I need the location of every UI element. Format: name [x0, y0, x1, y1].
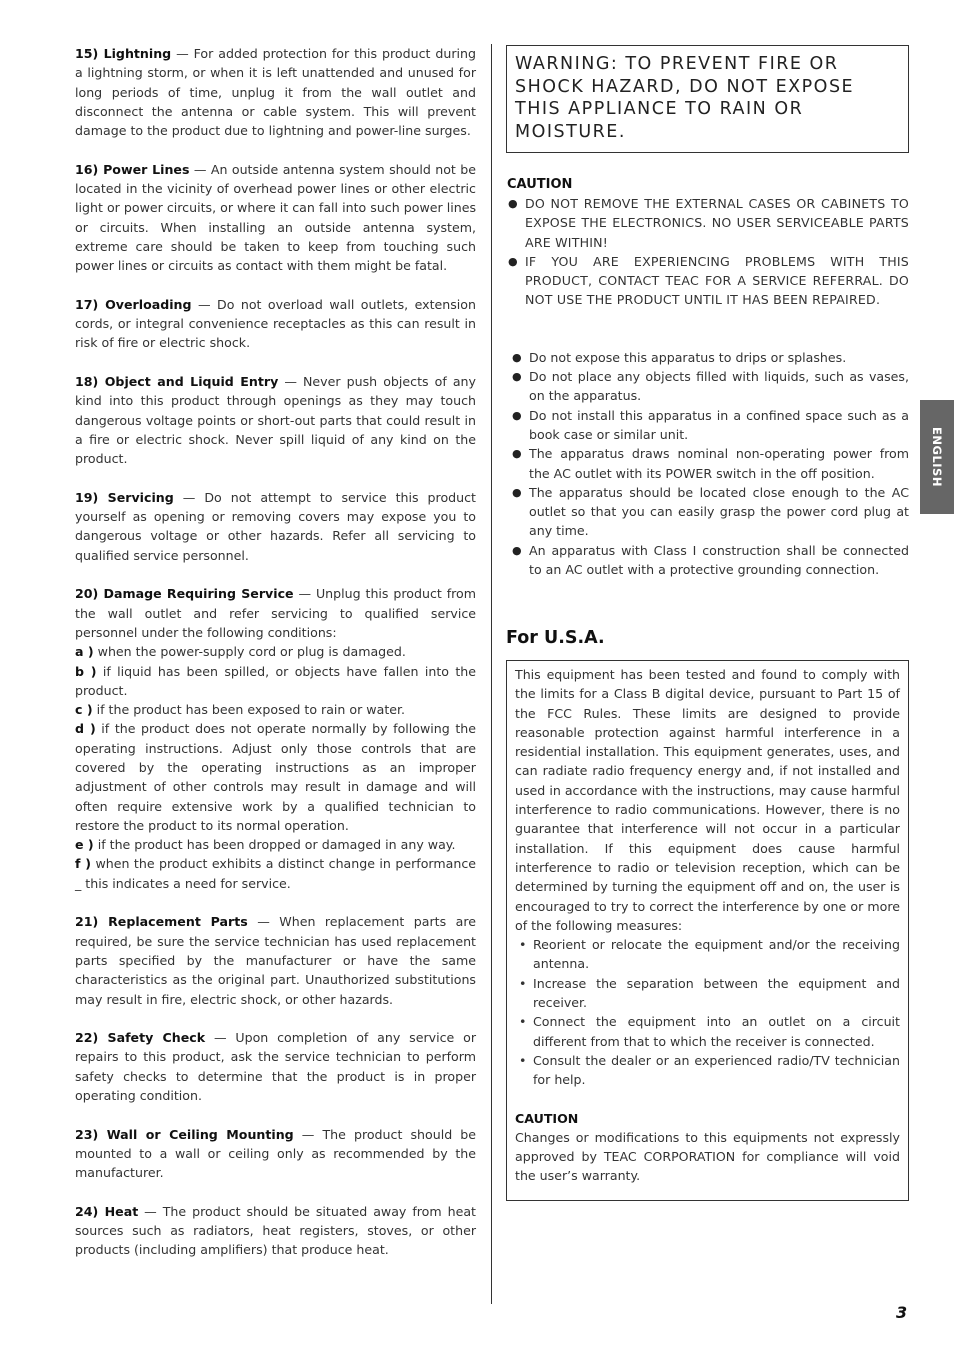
condition-item: d ) if the product does not operate normally by following the operating instructions. Adjust only those controls that are covered by the operating instructions as an improper adjustment of other controls may result in damage and will often require extensive work by a qualified technician to restore the product to its normal operation. — [75, 721, 477, 833]
section-label: 22) Safety Check — [75, 1030, 206, 1046]
caution-heading: CAUTION — [507, 177, 573, 192]
condition-item: a ) when the power-supply cord or plug is damaged. — [75, 644, 406, 660]
list-item: ● Do not expose this apparatus to drips or splashes. — [510, 348, 909, 367]
section-text: — Unplug this product from the wall outlet and refer servicing to qualified service personnel under the following conditions: — [75, 586, 476, 640]
section-replacement-parts — [75, 912, 476, 1008]
list-item: ● DO NOT REMOVE THE EXTERNAL CASES OR CABINETS TO EXPOSE THE ELECTRONICS. NO USER SERVICEABLE PARTS ARE WITHIN! — [506, 194, 909, 252]
section-text: — Do not overload wall outlets, extension cords, or integral convenience receptacles as this can result in risk of fire or electric shock. — [75, 296, 476, 351]
condition-item: f ) when the product exhibits a distinct change in performance _ this indicates a need for service. — [75, 856, 476, 891]
list-item: • Consult the dealer or an experienced radio/TV technician for help. — [515, 1051, 900, 1090]
section-label: 20) Damage Requiring Service — [75, 586, 294, 602]
section-text: — For added protection for this product during a lightning storm, or when it is left unattended and unused for long periods of time, unplug it from the wall outlet and disconnect the antenna or cable system. This will prevent damage to the product due to lightning and power-line surges. — [75, 46, 476, 139]
page-number: 3 — [896, 1303, 908, 1322]
section-text: — Do not attempt to service this product yourself as opening or removing covers may expose you to dangerous voltage or other hazards. Refer all servicing to qualified service personnel. — [75, 489, 476, 563]
section-text: — The product should be mounted to a wall or ceiling only as recommended by the manufacturer. — [75, 1126, 477, 1181]
warnings-column — [506, 45, 909, 1184]
section-text: — Never push objects of any kind into this product through openings as they may touch dangerous voltage points or short-out parts that could result in a fire or electric shock. Never spill liquid of any kind on the product. — [75, 374, 476, 467]
section-label: 23) Wall or Ceiling Mounting — [75, 1126, 294, 1142]
list-item: ● The apparatus draws nominal non-operating power from the AC outlet with its POWER switch in the off position. — [510, 444, 909, 483]
fcc-statement-box — [506, 660, 909, 1201]
list-item: ● An apparatus with Class I construction shall be connected to an AC outlet with a protective grounding connection. — [510, 541, 909, 580]
notice-list — [510, 348, 909, 580]
warning-box: WARNING: TO PREVENT FIRE OR SHOCK HAZARD, DO NOT EXPOSE THIS APPLIANCE TO RAIN OR MOISTURE. — [506, 45, 909, 153]
section-servicing — [75, 488, 476, 565]
section-wall-ceiling-mounting — [75, 1125, 476, 1183]
usa-heading: For U.S.A. — [506, 628, 605, 648]
language-tab — [920, 400, 954, 514]
list-item: ● Do not place any objects filled with liquids, such as vases, on the apparatus. — [510, 367, 909, 406]
section-label: 18) Object and Liquid Entry — [75, 374, 279, 390]
section-label: 17) Overloading — [75, 296, 192, 312]
section-text: — When replacement parts are required, be sure the service technician has used replacement parts specified by the manufacturer or have the same characteristics as the original part. Unauthorized substitutions may result in fire, electric shock, or other hazards. — [75, 914, 476, 1007]
fcc-intro: This equipment has been tested and found to comply with the limits for a Class B digital device, pursuant to Part 15 of the FCC Rules. These limits are designed to provide reasonable protection against harmful interference in a residential installation. This equipment generates, uses, and can radiate radio frequency energy and, if not installed and used in accordance with the instructions, may cause harmful interference to radio communications. However, there is no guarantee that interference will not occur in a particular installation. If this equipment does cause harmful interference to radio or television reception, which can be determined by turning the equipment off and on, the user is encouraged to try to correct the interference by one or more of the following measures: — [515, 667, 900, 933]
condition-item: e ) if the product has been dropped or damaged in any way. — [75, 837, 456, 853]
fcc-caution-text: Changes or modifications to this equipments not expressly approved by TEAC CORPORATION for compliance will void the user’s warranty. — [515, 1129, 900, 1184]
fcc-caution-heading: CAUTION — [515, 1110, 579, 1126]
fcc-measures-list — [515, 935, 900, 1089]
language-tab-label: ENGLISH — [930, 427, 944, 487]
list-item: ● IF YOU ARE EXPERIENCING PROBLEMS WITH THIS PRODUCT, CONTACT TEAC FOR A SERVICE REFERRAL. DO NOT USE THE PRODUCT UNTIL IT HAS BEEN REPAIRED. — [506, 252, 909, 310]
caution-list — [506, 194, 909, 310]
section-lightning — [75, 44, 476, 140]
section-label: 19) Servicing — [75, 489, 174, 505]
section-overloading — [75, 295, 476, 353]
section-object-liquid-entry — [75, 372, 476, 468]
section-text: — An outside antenna system should not be located in the vicinity of overhead power lines or other electric light or power circuits, or where it can fall into such power lines or circuits. When installing an outside antenna system, extreme care should be taken to keep from touching such power lines or circuits as contact with them might be fatal. — [75, 161, 476, 274]
section-heat — [75, 1202, 476, 1260]
section-damage-requiring-service — [75, 584, 476, 893]
list-item: ● The apparatus should be located close enough to the AC outlet so that you can easily grasp the power cord plug at any time. — [510, 483, 909, 541]
list-item: • Reorient or relocate the equipment and/or the receiving antenna. — [515, 935, 900, 974]
condition-item: b ) if liquid has been spilled, or objects have fallen into the product. — [75, 663, 476, 698]
section-safety-check — [75, 1028, 476, 1105]
condition-item: c ) if the product has been exposed to rain or water. — [75, 702, 406, 718]
list-item: • Connect the equipment into an outlet on a circuit different from that to which the receiver is connected. — [515, 1012, 900, 1051]
column-divider — [491, 44, 492, 1304]
list-item: • Increase the separation between the equipment and receiver. — [515, 974, 900, 1013]
section-label: 16) Power Lines — [75, 161, 190, 177]
section-text: — The product should be situated away from heat sources such as radiators, heat registers, stoves, or other products (including amplifiers) that produce heat. — [75, 1203, 476, 1258]
section-label: 24) Heat — [75, 1203, 139, 1219]
section-power-lines — [75, 160, 476, 276]
section-label: 15) Lightning — [75, 46, 172, 61]
safety-instructions-column — [75, 44, 476, 1279]
section-text: — Upon completion of any service or repairs to this product, ask the service technician to perform safety checks to determine that the product is in proper operating condition. — [75, 1030, 476, 1104]
list-item: ● Do not install this apparatus in a confined space such as a book case or similar unit. — [510, 406, 909, 445]
section-label: 21) Replacement Parts — [75, 914, 248, 930]
